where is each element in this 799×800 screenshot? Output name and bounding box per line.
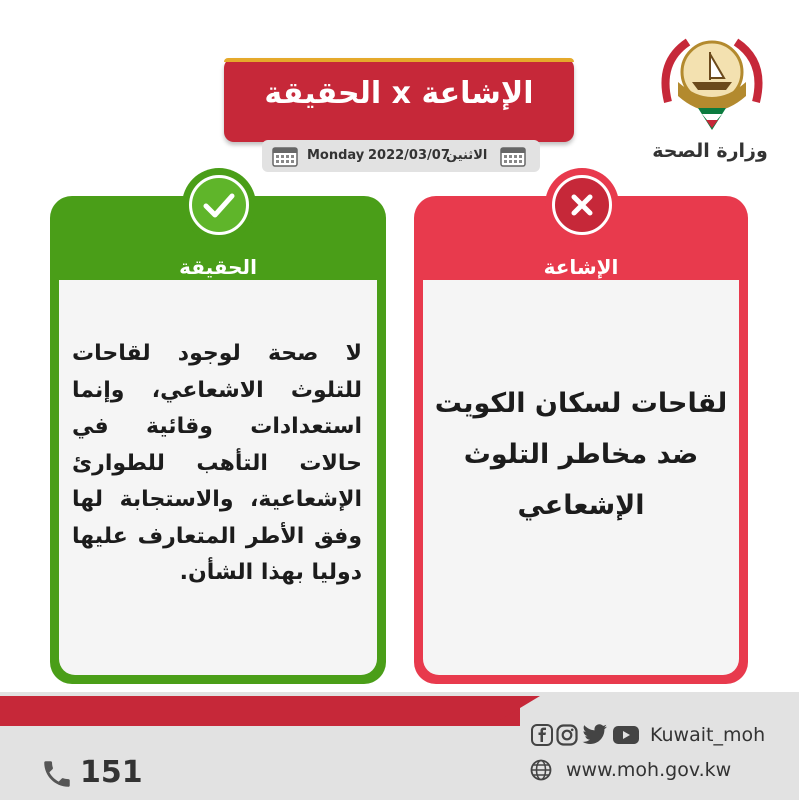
ministry-logo xyxy=(648,22,776,140)
facebook-icon[interactable] xyxy=(531,724,553,746)
phone-icon xyxy=(40,757,74,791)
social-handle[interactable]: Kuwait_moh xyxy=(650,724,766,746)
ministry-name: وزارة الصحة xyxy=(652,140,768,162)
twitter-icon[interactable] xyxy=(582,724,608,746)
rumor-text: لقاحات لسكان الكويت ضد مخاطر التلوث الإشعاعي xyxy=(434,388,728,521)
check-icon xyxy=(189,175,249,235)
instagram-icon[interactable] xyxy=(556,724,578,746)
footer-accent xyxy=(0,696,520,726)
date-day-en: Monday xyxy=(307,148,365,163)
calendar-icon xyxy=(500,145,526,171)
truth-label: الحقيقة xyxy=(179,255,257,279)
rumor-label: الإشاعة xyxy=(543,255,619,279)
website-link[interactable]: www.moh.gov.kw xyxy=(566,759,732,781)
title-accent-line xyxy=(224,58,574,62)
date-value: 2022/03/07 xyxy=(368,148,450,163)
page-title: الإشاعة x الحقيقة xyxy=(264,76,534,111)
x-icon xyxy=(552,175,612,235)
globe-icon xyxy=(530,759,552,781)
date-day-ar: الاثنين xyxy=(446,148,488,163)
calendar-icon xyxy=(272,145,298,171)
hotline-number: 151 xyxy=(80,755,143,790)
truth-text: لا صحة لوجود لقاحات للتلوث الاشعاعي، وإنما استعدادات وقائية في حالات التأهب للطوارئ الإشعاعية، والاستجابة لها وفق الأطر المتعارف عليها دوليا بهذا الشأن. xyxy=(72,341,362,585)
footer-accent-tail xyxy=(490,696,540,726)
youtube-icon[interactable] xyxy=(612,724,640,746)
